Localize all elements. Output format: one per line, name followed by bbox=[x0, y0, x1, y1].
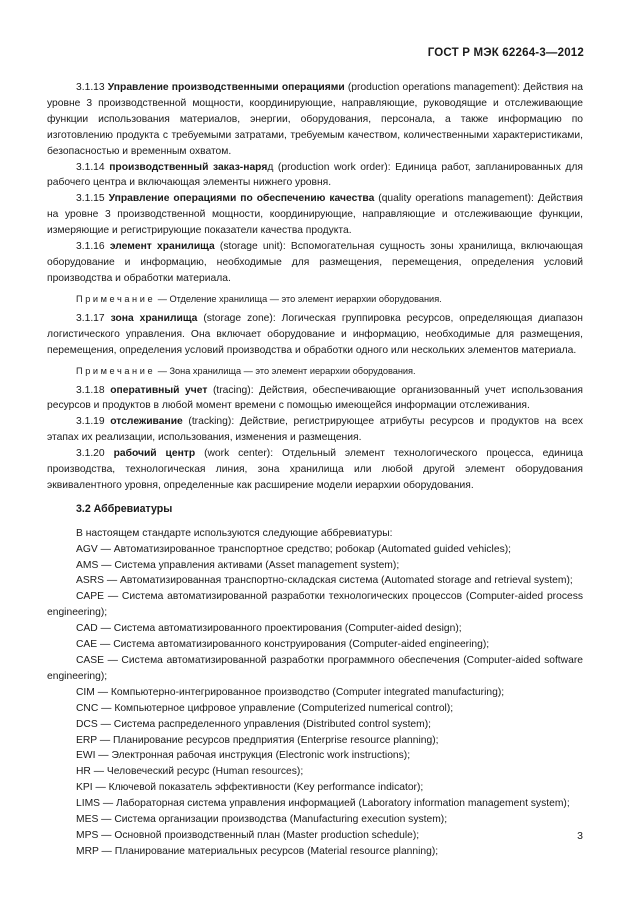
abbreviation-item: AMS — Система управления активами (Asset management system); bbox=[76, 559, 400, 571]
definition-3-1-16: 3.1.16 элемент хранилища (storage unit): Вспомогательная сущность зоны хранилища, включающая оборудование и информацию, необходимые для размещения, перемещения, определения условий производства и обработки материала. bbox=[47, 241, 583, 284]
abbreviation-item: CAE — Система автоматизированного конструирования (Computer-aided engineering); bbox=[76, 639, 490, 651]
definition-3-1-17: 3.1.17 зона хранилища (storage zone): Логическая группировка ресурсов, определяющая диапазон логистического управления. Она включает оборудование и информацию, необходимые для размещения, перемещения, определения условий производства и обработки одного или нескольких элементов материала. bbox=[47, 312, 583, 356]
abbreviation-item: MRP — Планирование материальных ресурсов (Material resource planning); bbox=[76, 845, 439, 857]
document-header: ГОСТ Р МЭК 62264-3—2012 bbox=[427, 47, 584, 59]
abbreviation-item: KPI — Ключевой показатель эффективности (Key performance indicator); bbox=[76, 782, 424, 794]
term: Управление производственными операциями bbox=[107, 82, 345, 93]
abbreviation-item: ASRS — Автоматизированная транспортно-складская система (Automated storage and retrieval system); bbox=[76, 575, 573, 587]
definition-3-1-14: 3.1.14 производственный заказ-наряд (production work order): Единица работ, запланированных для рабочего центра и включающая элементы нижнего уровня. bbox=[47, 161, 583, 189]
abbreviation-item: AGV — Автоматизированное транспортное средство; робокар (Automated guided vehicles); bbox=[76, 543, 512, 555]
term: отслеживание bbox=[110, 416, 183, 428]
term: производственный заказ-наря bbox=[109, 161, 268, 173]
abbreviation-item: CAD — Система автоматизированного проектирования (Computer-aided design); bbox=[76, 623, 462, 635]
term: элемент хранилища bbox=[109, 241, 215, 253]
abbreviation-item: CNC — Компьютерное цифровое управление (Computerized numerical control); bbox=[76, 702, 454, 714]
abbreviation-item: CIM — Компьютерно-интегрированное производство (Computer integrated manufacturing); bbox=[76, 686, 505, 698]
note-label: Примечание bbox=[76, 293, 156, 304]
section-title: 3.2 Аббревиатуры bbox=[76, 502, 173, 515]
abbreviation-item: EWI — Электронная рабочая инструкция (Electronic work instructions); bbox=[76, 750, 411, 762]
abbreviation-item: CAPE — Система автоматизированной разработки технологических процессов (Computer-aided process engineering); bbox=[47, 591, 583, 619]
abbreviation-item: LIMS — Лабораторная система управления информацией (Laboratory information management system); bbox=[76, 798, 570, 810]
abbreviation-item: MES — Система организации производства (Manufacturing execution system); bbox=[76, 814, 448, 826]
definition-3-1-20: 3.1.20 рабочий центр (work center): Отдельный элемент технологического процесса, единица производства, технологическая линия, зона хранилища или любой другой элемент оборудования эквивалентного уровня, определенные как расширение модели иерархии оборудования. bbox=[47, 448, 583, 491]
note-label: Примечание bbox=[76, 365, 156, 376]
term: рабочий центр bbox=[113, 448, 196, 460]
abbreviation-item: CASE — Система автоматизированной разработки программного обеспечения (Computer-aided software engineering); bbox=[47, 655, 583, 682]
note-2: Примечание — Зона хранилища — это элемент иерархии оборудования. bbox=[76, 365, 416, 376]
term: зона хранилища bbox=[110, 312, 198, 324]
abbreviations-intro: В настоящем стандарте используются следующие аббревиатуры: bbox=[76, 527, 393, 539]
abbreviation-item: DCS — Система распределенного управления (Distributed control system); bbox=[76, 718, 432, 730]
definition-3-1-15: 3.1.15 Управление операциями по обеспечению качества (quality operations management): Действия на уровне 3 производственной мощности, координирующие, направляющие и отслеживающие функции, измеряющие и регистрирующие показатели качества продукта. bbox=[47, 193, 583, 237]
abbreviation-item: ERP — Планирование ресурсов предприятия (Enterprise resource planning); bbox=[76, 734, 439, 746]
note-1: Примечание — Отделение хранилища — это элемент иерархии оборудования. bbox=[76, 293, 442, 304]
document-body bbox=[47, 80, 583, 860]
definition-3-1-18: 3.1.18 оперативный учет (tracing): Действия, обеспечивающие организованный учет использования ресурсов и продуктов в любой момент времени с помощью имеющейся информации отслеживания. bbox=[47, 384, 583, 412]
abbreviation-item: MPS — Основной производственный план (Master production schedule); bbox=[76, 829, 420, 841]
definition-3-1-13: 3.1.13 Управление производственными операциями (production operations management): Действия на уровне 3 производственной мощности, координирующие, направляющие, руководящие и отслеживающие функции использования материалов, энергии, оборудования, персонала, а также информацию по изготовлению продукта с требуемыми затратами, требуемым качеством, количественными характеристиками, безопасностью и временным охватом. bbox=[47, 82, 583, 157]
term: Управление операциями по обеспечению качества bbox=[108, 193, 375, 205]
definition-3-1-19: 3.1.19 отслеживание (tracking): Действие, регистрирующее атрибуты ресурсов и продуктов на всех этапах их реализации, использования, изменения и размещения. bbox=[47, 416, 583, 444]
term: оперативный учет bbox=[110, 384, 208, 396]
page-number: 3 bbox=[577, 830, 583, 842]
abbreviation-item: HR — Человеческий ресурс (Human resources); bbox=[76, 766, 304, 778]
